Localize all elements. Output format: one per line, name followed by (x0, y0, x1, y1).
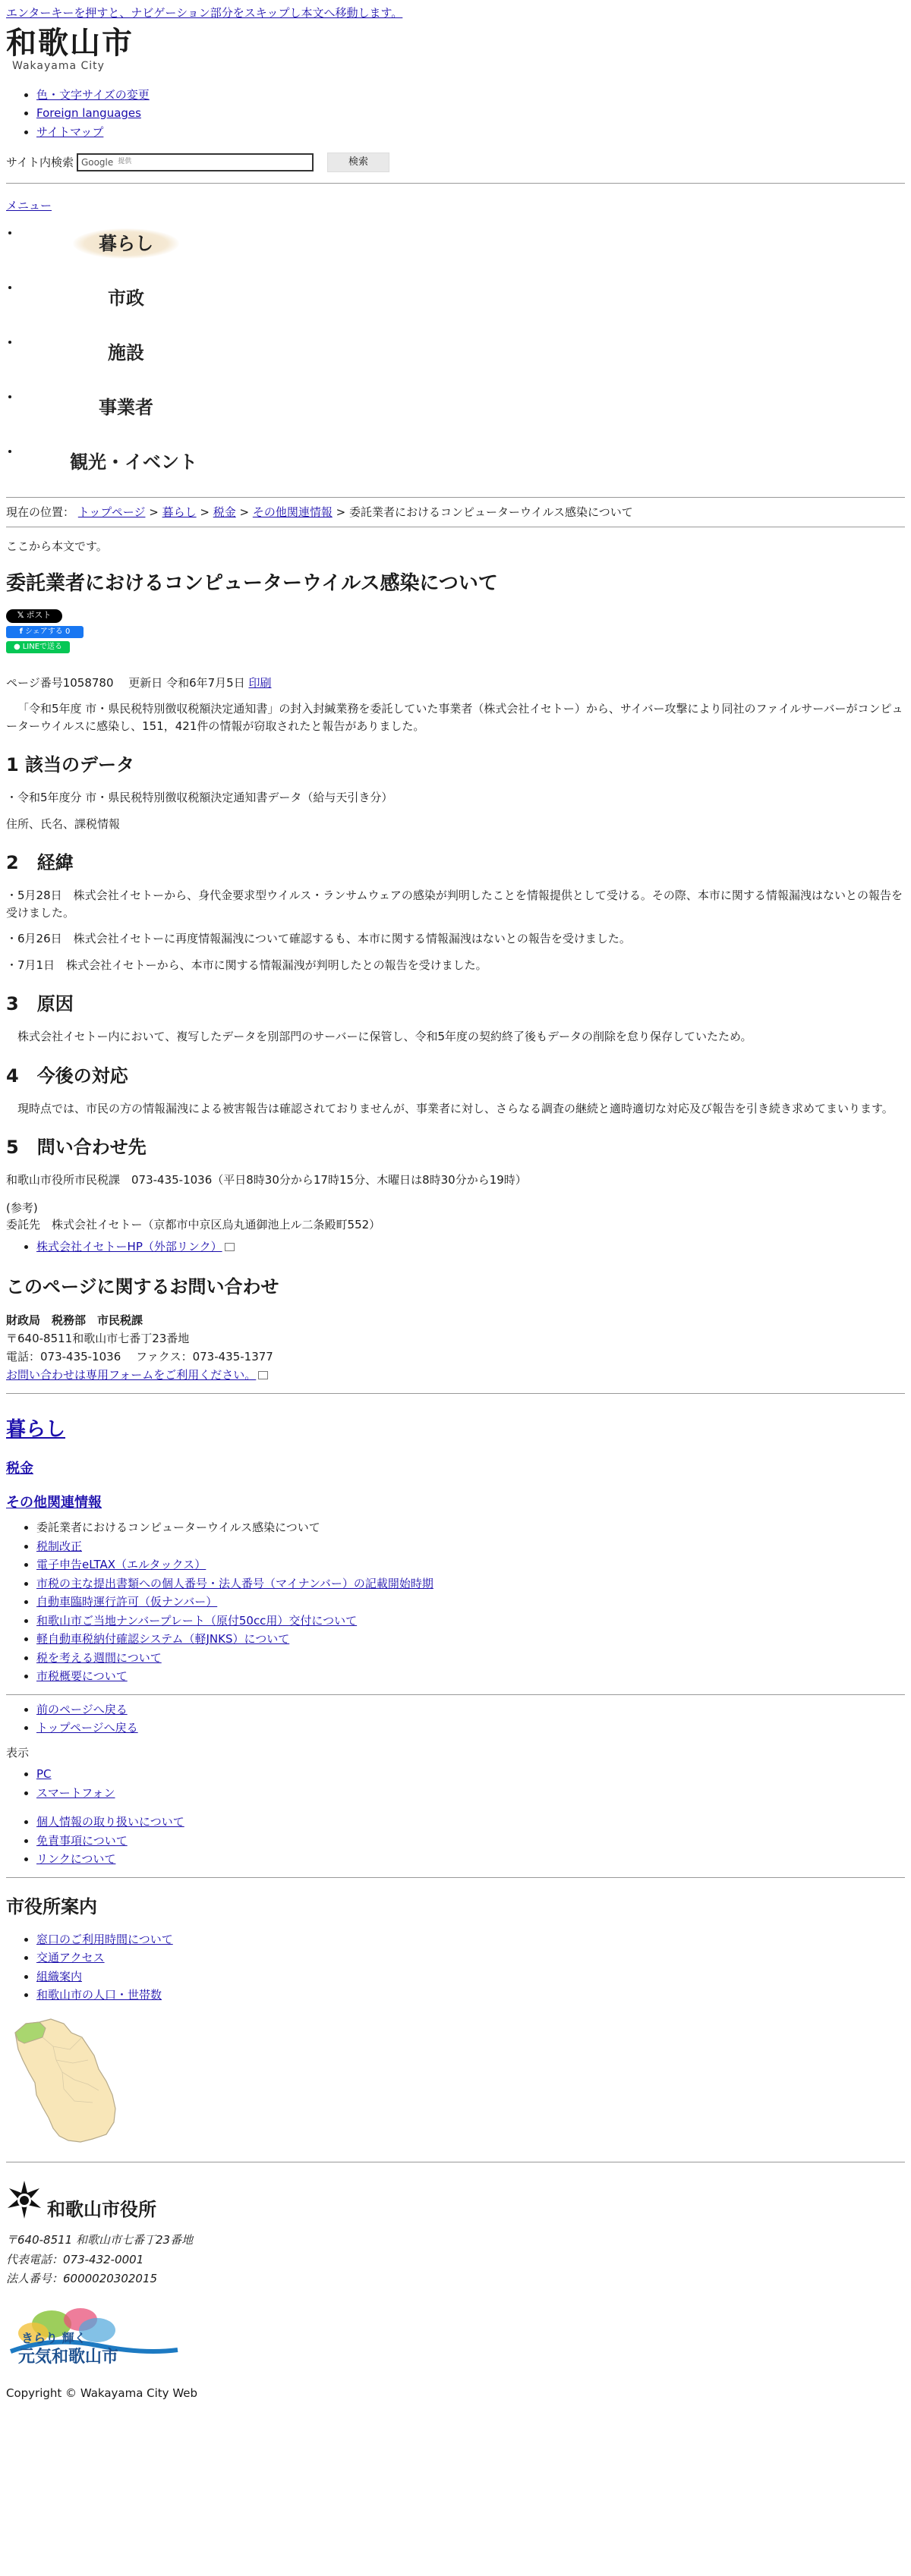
site-title: 和歌山市 (6, 24, 134, 61)
city-hall-link[interactable]: 組織案内 (36, 1969, 83, 1983)
side-current-item: • 委託業者におけるコンピューターウイルス感染について (36, 1519, 905, 1536)
divider (6, 183, 905, 184)
side-link[interactable]: 電子申告eLTAX（エルタックス） (36, 1558, 206, 1571)
utility-links (6, 86, 905, 141)
nav-item-kanko-event[interactable]: • 観光・イベント (70, 451, 197, 473)
facebook-share-label: シェアする 0 (25, 627, 71, 636)
privacy-link[interactable]: 個人情報の取り扱いについて (36, 1815, 184, 1829)
foreign-languages-link[interactable]: Foreign languages (36, 106, 141, 120)
site-subtitle: Wakayama City (12, 59, 105, 72)
city-hall-link[interactable]: 和歌山市の人口・世帯数 (36, 1988, 162, 2002)
color-font-size-link[interactable]: 色・文字サイズの変更 (36, 87, 150, 102)
contact-form-label: お問い合わせは専用フォームをご利用ください。 (6, 1368, 257, 1382)
divider (6, 1877, 905, 1878)
section-heading: 1 該当のデータ (6, 754, 135, 775)
footer-phone: 代表電話：073-432-0001 (6, 2252, 144, 2266)
breadcrumb-sonota[interactable]: その他関連情報 (252, 505, 333, 519)
page-title: 委託業者におけるコンピューターウイルス感染について (6, 571, 498, 595)
side-subheading-link[interactable]: 税金 (6, 1461, 33, 1477)
city-slogan-logo (6, 2297, 181, 2373)
side-heading-link[interactable]: 暮らし (6, 1418, 66, 1441)
section-text: 株式会社イセトー内において、複写したデータを別部門のサーバーに保管し、令和5年度の契約終了後もデータの削除を怠り保存していたため。 (6, 1030, 752, 1043)
section-text: 現時点では、市民の方の情報漏洩による被害報告は確認されておりませんが、事業者に対し、さらなる調査の継続と適時適切な対応及び報告を引き続き求めてまいります。 (6, 1101, 894, 1115)
link-policy-link[interactable]: リンクについて (36, 1852, 116, 1866)
search-label: サイト内検索 (6, 155, 74, 169)
site-logo[interactable] (6, 24, 150, 74)
breadcrumb-zeikin[interactable]: 税金 (213, 505, 236, 519)
section-heading: 2 経緯 (6, 852, 74, 873)
section-text: 住所、氏名、課税情報 (6, 816, 121, 831)
section-text: ・令和5年度分 市・県民税特別徴収税額決定通知書データ（給与天引き分） (6, 791, 393, 804)
breadcrumb-top[interactable]: トップページ (77, 505, 146, 519)
divider (6, 497, 905, 498)
slogan-line-1: きらり 輝く (21, 2330, 87, 2345)
breadcrumb-kurashi[interactable]: 暮らし (162, 505, 197, 519)
page-number: ページ番号1058780 (6, 675, 114, 690)
side-heading (6, 1415, 905, 1445)
side-subheading-2-link[interactable]: その他関連情報 (6, 1495, 102, 1511)
line-send-label: LINEで送る (22, 643, 63, 651)
display-label: 表示 (6, 1745, 30, 1760)
divider (6, 1694, 905, 1695)
contact-heading: このページに関するお問い合わせ (6, 1276, 279, 1297)
search-button[interactable]: 検索 (327, 153, 389, 172)
footer-address: 〒640-8511 和歌山市七番丁23番地 (6, 2233, 194, 2247)
contact-dept: 財政局 税務部 市民税課 (6, 1313, 143, 1327)
footer-address-block (6, 2231, 905, 2289)
divider (6, 1393, 905, 1394)
search-input[interactable] (77, 153, 314, 171)
section-heading: 5 問い合わせ先 (6, 1137, 147, 1158)
nav-item-kurashi[interactable]: • 暮らし (73, 228, 179, 259)
wakayama-map (9, 2016, 123, 2145)
page-meta (6, 675, 905, 692)
contact-box (6, 1311, 905, 1384)
reference (6, 1200, 905, 1234)
side-link[interactable]: 税を考える週間について (36, 1650, 162, 1665)
section-text: ・7月1日 株式会社イセトーから、本市に関する情報漏洩が判明したとの報告を受けました。 (6, 958, 487, 972)
footer-logo (6, 2178, 905, 2223)
side-link[interactable]: 市税概要について (36, 1669, 128, 1683)
footer-name: 和歌山市役所 (47, 2198, 156, 2220)
search-placeholder: 提供 (118, 158, 132, 166)
side-link[interactable]: 軽自動車税納付確認システム（軽JNKS）について (36, 1632, 290, 1646)
social-buttons (6, 609, 905, 653)
city-hall-heading: 市役所案内 (6, 1895, 97, 1917)
iseto-link-label: 株式会社イセトーHP（外部リンク） (36, 1239, 222, 1253)
section-text: 和歌山市役所市民税課 073-435-1036（平日8時30分から17時15分、木曜日は8時30分から19時） (6, 1173, 527, 1187)
city-emblem-icon (6, 2179, 43, 2222)
x-post-label: ポスト (26, 610, 52, 621)
intro-text: 「令和5年度 市・県民税特別徴収税額決定通知書」の封入封緘業務を委託していた事業者（株式会社イセトー）から、サイバー攻撃により同社のファイルサーバーがコンピューターウイルスに感染し、151，421件の情報が窃取されたと報告がありました。 (6, 702, 903, 733)
facebook-share-button[interactable] (6, 626, 84, 638)
breadcrumb: 現在の位置： トップページ > 暮らし > 税金 > その他関連情報 > 委託業者におけるコンピューターウイルス感染について (6, 505, 633, 519)
policy-links (6, 1813, 905, 1868)
side-links (6, 1519, 905, 1685)
menu-link[interactable]: メニュー (6, 199, 52, 212)
footer-corp-number: 法人番号：6000020302015 (6, 2272, 158, 2285)
contact-address: 〒640-8511和歌山市七番丁23番地 (6, 1332, 190, 1345)
iseto-external-link[interactable] (36, 1240, 235, 1253)
section-heading: 3 原因 (6, 993, 74, 1014)
back-link[interactable]: 前のページへ戻る (36, 1702, 128, 1716)
city-hall-link[interactable]: 交通アクセス (36, 1951, 105, 1964)
top-page-link[interactable]: トップページへ戻る (36, 1721, 138, 1735)
section-text: ・6月26日 株式会社イセトーに再度情報漏洩について確認するも、本市に関する情報漏洩はないとの報告を受けました。 (6, 932, 631, 945)
x-post-button[interactable] (6, 609, 62, 623)
google-mark: Google (80, 157, 114, 168)
contact-form-link[interactable] (6, 1368, 268, 1382)
global-nav (6, 224, 905, 495)
x-icon: 𝕏 (17, 610, 24, 621)
display-smartphone-link[interactable]: スマートフォン (36, 1785, 115, 1800)
reference-links (6, 1238, 905, 1256)
disclaimer-link[interactable]: 免責事項について (36, 1833, 128, 1848)
reference-label: (参考) (6, 1200, 38, 1215)
reference-text: 委託先 株式会社イセトー（京都市中京区烏丸通御池上ル二条殿町552） (6, 1218, 381, 1231)
side-link[interactable]: 自動車臨時運行許可（仮ナンバー） (36, 1595, 218, 1609)
city-hall-link[interactable]: 窓口のご利用時間について (36, 1932, 173, 1946)
skip-navigation-link[interactable]: エンターキーを押すと、ナビゲーション部分をスキップし本文へ移動します。 (6, 6, 403, 20)
page-nav (6, 1701, 905, 1737)
external-link-icon (225, 1243, 235, 1251)
site-search (6, 153, 905, 172)
section-heading: 4 今後の対応 (6, 1065, 128, 1087)
sitemap-link[interactable]: サイトマップ (36, 124, 104, 139)
updated-date: 更新日 令和6年7月5日 (128, 675, 245, 690)
side-subheading-2 (6, 1492, 905, 1513)
external-link-icon (258, 1371, 268, 1379)
copyright: Copyright © Wakayama City Web (6, 2386, 198, 2400)
facebook-icon: f (19, 627, 23, 636)
display-pc-link[interactable]: PC (36, 1767, 52, 1781)
city-hall-links (6, 1931, 905, 2004)
breadcrumb-current: 委託業者におけるコンピューターウイルス感染について (348, 505, 633, 519)
line-send-button[interactable] (6, 641, 70, 653)
print-link[interactable]: 印刷 (248, 675, 272, 690)
section-text: ・5月28日 株式会社イセトーから、身代金要求型ウイルス・ランサムウェアの感染が判明したことを情報提供として受ける。その際、本市に関する情報漏洩はないとの報告を受けました。 (6, 889, 903, 920)
contact-phone: 電話：073-435-1036 ファクス：073-435-1377 (6, 1350, 273, 1363)
content-start-text: ここから本文です。 (6, 539, 108, 553)
side-link[interactable]: 税制改正 (36, 1539, 83, 1553)
breadcrumb-prefix: 現在の位置： (6, 505, 75, 519)
side-link[interactable]: 和歌山市ご当地ナンバープレート（原付50cc用）交付について (36, 1613, 358, 1628)
nav-item-jigyosha[interactable]: • 事業者 (99, 396, 153, 418)
nav-item-shisei[interactable]: • 市政 (108, 287, 144, 309)
side-link[interactable]: 市税の主な提出書類への個人番号・法人番号（マイナンバー）の記載開始時期 (36, 1576, 433, 1590)
nav-item-shisetsu[interactable]: • 施設 (108, 341, 144, 363)
side-subheading (6, 1458, 905, 1479)
slogan-line-2: 元気和歌山市 (18, 2347, 119, 2367)
display-options (6, 1766, 905, 1801)
line-icon: ● (13, 643, 20, 651)
